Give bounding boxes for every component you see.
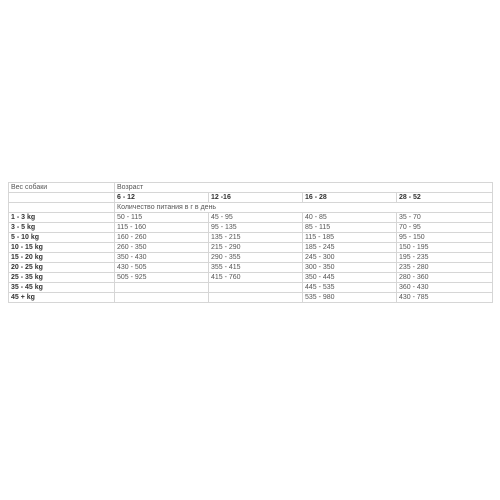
weight-cell: 5 - 10 kg [9, 233, 115, 243]
table-row [9, 253, 493, 263]
age-columns-row [9, 193, 493, 203]
value-cell: 85 - 115 [303, 223, 397, 233]
empty-cell [9, 193, 115, 203]
table-row [9, 223, 493, 233]
value-cell: 360 - 430 [397, 283, 493, 293]
value-cell: 350 - 430 [115, 253, 209, 263]
value-cell [115, 293, 209, 303]
value-cell: 350 - 445 [303, 273, 397, 283]
weight-cell: 1 - 3 kg [9, 213, 115, 223]
table-row [9, 243, 493, 253]
age-header: Возраст [115, 183, 493, 193]
value-cell: 415 - 760 [209, 273, 303, 283]
value-cell [209, 293, 303, 303]
weight-cell: 45 + kg [9, 293, 115, 303]
value-cell: 260 - 350 [115, 243, 209, 253]
value-cell: 160 - 260 [115, 233, 209, 243]
value-cell: 115 - 160 [115, 223, 209, 233]
table-body [9, 213, 493, 303]
value-cell: 235 - 280 [397, 263, 493, 273]
subheader-row [9, 203, 493, 213]
value-cell [209, 283, 303, 293]
value-cell: 185 - 245 [303, 243, 397, 253]
weight-cell: 35 - 45 kg [9, 283, 115, 293]
value-cell: 45 - 95 [209, 213, 303, 223]
table-row [9, 283, 493, 293]
table-row [9, 273, 493, 283]
table-row [9, 233, 493, 243]
value-cell: 195 - 235 [397, 253, 493, 263]
value-cell: 215 - 290 [209, 243, 303, 253]
value-cell: 355 - 415 [209, 263, 303, 273]
feeding-table-container [8, 182, 492, 303]
value-cell: 50 - 115 [115, 213, 209, 223]
value-cell: 150 - 195 [397, 243, 493, 253]
weight-cell: 25 - 35 kg [9, 273, 115, 283]
amount-subheader: Количество питания в г в день [115, 203, 493, 213]
value-cell: 430 - 785 [397, 293, 493, 303]
value-cell: 115 - 185 [303, 233, 397, 243]
value-cell [115, 283, 209, 293]
value-cell: 300 - 350 [303, 263, 397, 273]
weight-cell: 10 - 15 kg [9, 243, 115, 253]
value-cell: 40 - 85 [303, 213, 397, 223]
value-cell: 95 - 150 [397, 233, 493, 243]
table-row [9, 213, 493, 223]
weight-cell: 15 - 20 kg [9, 253, 115, 263]
value-cell: 135 - 215 [209, 233, 303, 243]
weight-cell: 20 - 25 kg [9, 263, 115, 273]
table-row [9, 293, 493, 303]
value-cell: 430 - 505 [115, 263, 209, 273]
value-cell: 535 - 980 [303, 293, 397, 303]
age-column-header: 6 - 12 [115, 193, 209, 203]
empty-cell [9, 203, 115, 213]
age-column-header: 16 - 28 [303, 193, 397, 203]
age-column-header: 28 - 52 [397, 193, 493, 203]
weight-header: Вес собаки [9, 183, 115, 193]
value-cell: 505 - 925 [115, 273, 209, 283]
value-cell: 245 - 300 [303, 253, 397, 263]
feeding-table [8, 182, 493, 303]
value-cell: 290 - 355 [209, 253, 303, 263]
value-cell: 445 - 535 [303, 283, 397, 293]
value-cell: 280 - 360 [397, 273, 493, 283]
table-row [9, 263, 493, 273]
value-cell: 95 - 135 [209, 223, 303, 233]
value-cell: 35 - 70 [397, 213, 493, 223]
table-header-row [9, 183, 493, 193]
value-cell: 70 - 95 [397, 223, 493, 233]
age-column-header: 12 -16 [209, 193, 303, 203]
weight-cell: 3 - 5 kg [9, 223, 115, 233]
